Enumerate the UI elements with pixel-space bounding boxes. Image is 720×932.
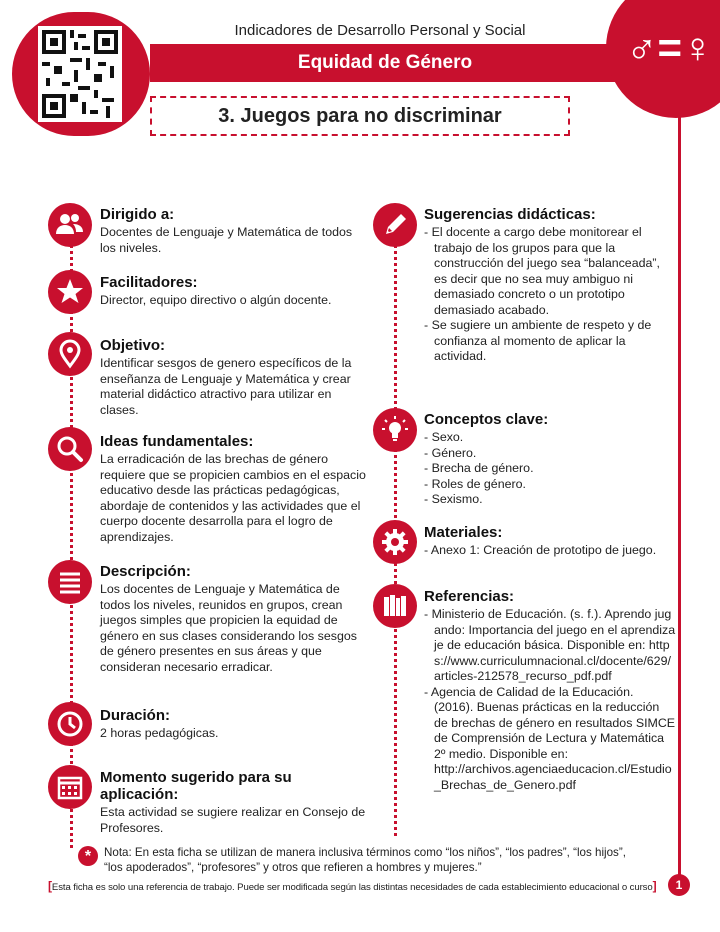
magnifier-icon (48, 427, 92, 471)
section-text: Director, equipo directivo o algún docente. (100, 293, 332, 307)
page-number: 1 (668, 874, 690, 896)
list-item: - El docente a cargo debe monitorear el trabajo de los grupos para que la construcción del juego sea “balanceada”, es decir que no sea muy ambiguo ni demasiado concreto o un prototipo demasiado acabado. (424, 225, 660, 317)
section-title: Materiales: (424, 524, 503, 541)
activity-title: 3. Juegos para no discriminar (150, 96, 570, 136)
section-descripcion (100, 563, 370, 675)
section-text: Docentes de Lenguaje y Matemática de todos los niveles. (100, 225, 353, 255)
gender-equality-badge (606, 0, 720, 118)
section-sugerencias (424, 206, 674, 365)
list-item: - Se sugiere un ambiente de respeto y de confianza al momento de aplicar la actividad. (424, 318, 652, 363)
people-icon (48, 203, 92, 247)
section-text: La erradicación de las brechas de género requiere que se propicien cambios en el espacio educativo desde las prácticas pedagógicas, abordaje de contenidos y las actividades que el cuerpo docente desarrolla para el logro de aprendizajes. (100, 452, 366, 544)
section-title: Sugerencias didácticas: (424, 206, 596, 223)
section-text: Los docentes de Lenguaje y Matemática de todos los niveles, reunidos en grupos, crean juegos simples que propicien la equidad de género en sus clases considerando los sesgos de género presentes en sus áreas y que consideran necesario erradicar. (100, 582, 357, 674)
footer-disclaimer (48, 879, 668, 893)
header-top-label: Indicadores de Desarrollo Personal y Social (234, 22, 526, 39)
star-icon (48, 270, 92, 314)
section-text: 2 horas pedagógicas. (100, 726, 219, 740)
section-title: Duración: (100, 707, 171, 724)
clock-icon (48, 702, 92, 746)
calendar-icon (48, 765, 92, 809)
section-conceptos (424, 411, 674, 508)
gear-icon (373, 520, 417, 564)
section-text: Esta actividad se sugiere realizar en Consejo de Profesores. (100, 805, 366, 835)
section-text: Identificar sesgos de genero específicos de la enseñanza de Lenguaje y Matemática y crear material didáctico atractivo para utilizar en clases. (100, 356, 352, 417)
list-item: - Anexo 1: Creación de prototipo de juego. (424, 543, 657, 557)
list-item: - Sexismo. (424, 492, 483, 506)
inclusive-language-note: Nota: En esta ficha se utilizan de manera inclusiva términos como “los niños”, “los padres”, “los hijos”, “los apoderados”, “profesores” y otros que refieren a hombres y mujeres.” (104, 846, 626, 874)
list-item: - Agencia de Calidad de la Educación. (2016). Buenas prácticas en la reducción de brechas de género en resultados SIMCE de Comprensión de Lectura y Matemática 2º medio. Disponible en: http://archivos.agenciaeducacion.cl/Estudio_Brechas_de_Genero.pdf (424, 684, 676, 792)
location-pin-icon (48, 332, 92, 376)
list-lines-icon (48, 560, 92, 604)
section-dirigido (100, 206, 370, 256)
list-item: - Género. (424, 445, 477, 460)
section-title: Dirigido a: (100, 206, 175, 223)
section-duracion (100, 707, 370, 742)
section-referencias (424, 588, 676, 793)
section-ideas (100, 433, 370, 545)
section-facilitadores (100, 274, 370, 309)
list-item: - Roles de género. (424, 476, 526, 491)
section-objetivo (100, 337, 370, 418)
section-momento (100, 769, 370, 836)
section-materiales (424, 524, 674, 559)
list-item: - Sexo. (424, 430, 464, 444)
section-title: Momento sugerido para su aplicación: (100, 769, 292, 803)
list-item: - Ministerio de Educación. (s. f.). Aprendo jugando: Importancia del juego en el aprendizaje de educación básica. Disponible en: https://www.curriculumnacional.cl/docente/629/articles-212578_recurso_pdf.pdf (424, 607, 676, 683)
qr-code (12, 12, 150, 136)
timeline-right (678, 110, 681, 886)
page-title-banner: Equidad de Género (150, 44, 620, 82)
asterisk-icon: * (78, 846, 98, 866)
gender-equality-icon: ♂=♀ (626, 24, 714, 71)
section-title: Ideas fundamentales: (100, 433, 254, 450)
footer-text: Esta ficha es solo una referencia de trabajo. Puede ser modificada según las distintas necesidades de cada establecimiento educacional o curso (51, 882, 653, 893)
section-title: Facilitadores: (100, 274, 198, 291)
lightbulb-icon (373, 408, 417, 452)
list-item: - Brecha de género. (424, 461, 534, 475)
section-title: Referencias: (424, 588, 515, 605)
qr-pattern (38, 26, 122, 122)
pencil-icon (373, 203, 417, 247)
section-title: Objetivo: (100, 337, 166, 354)
section-title: Descripción: (100, 563, 191, 580)
section-title: Conceptos clave: (424, 411, 549, 428)
bracket-close: ] (652, 879, 657, 893)
books-icon (373, 584, 417, 628)
bracket-open: [ (48, 879, 52, 893)
